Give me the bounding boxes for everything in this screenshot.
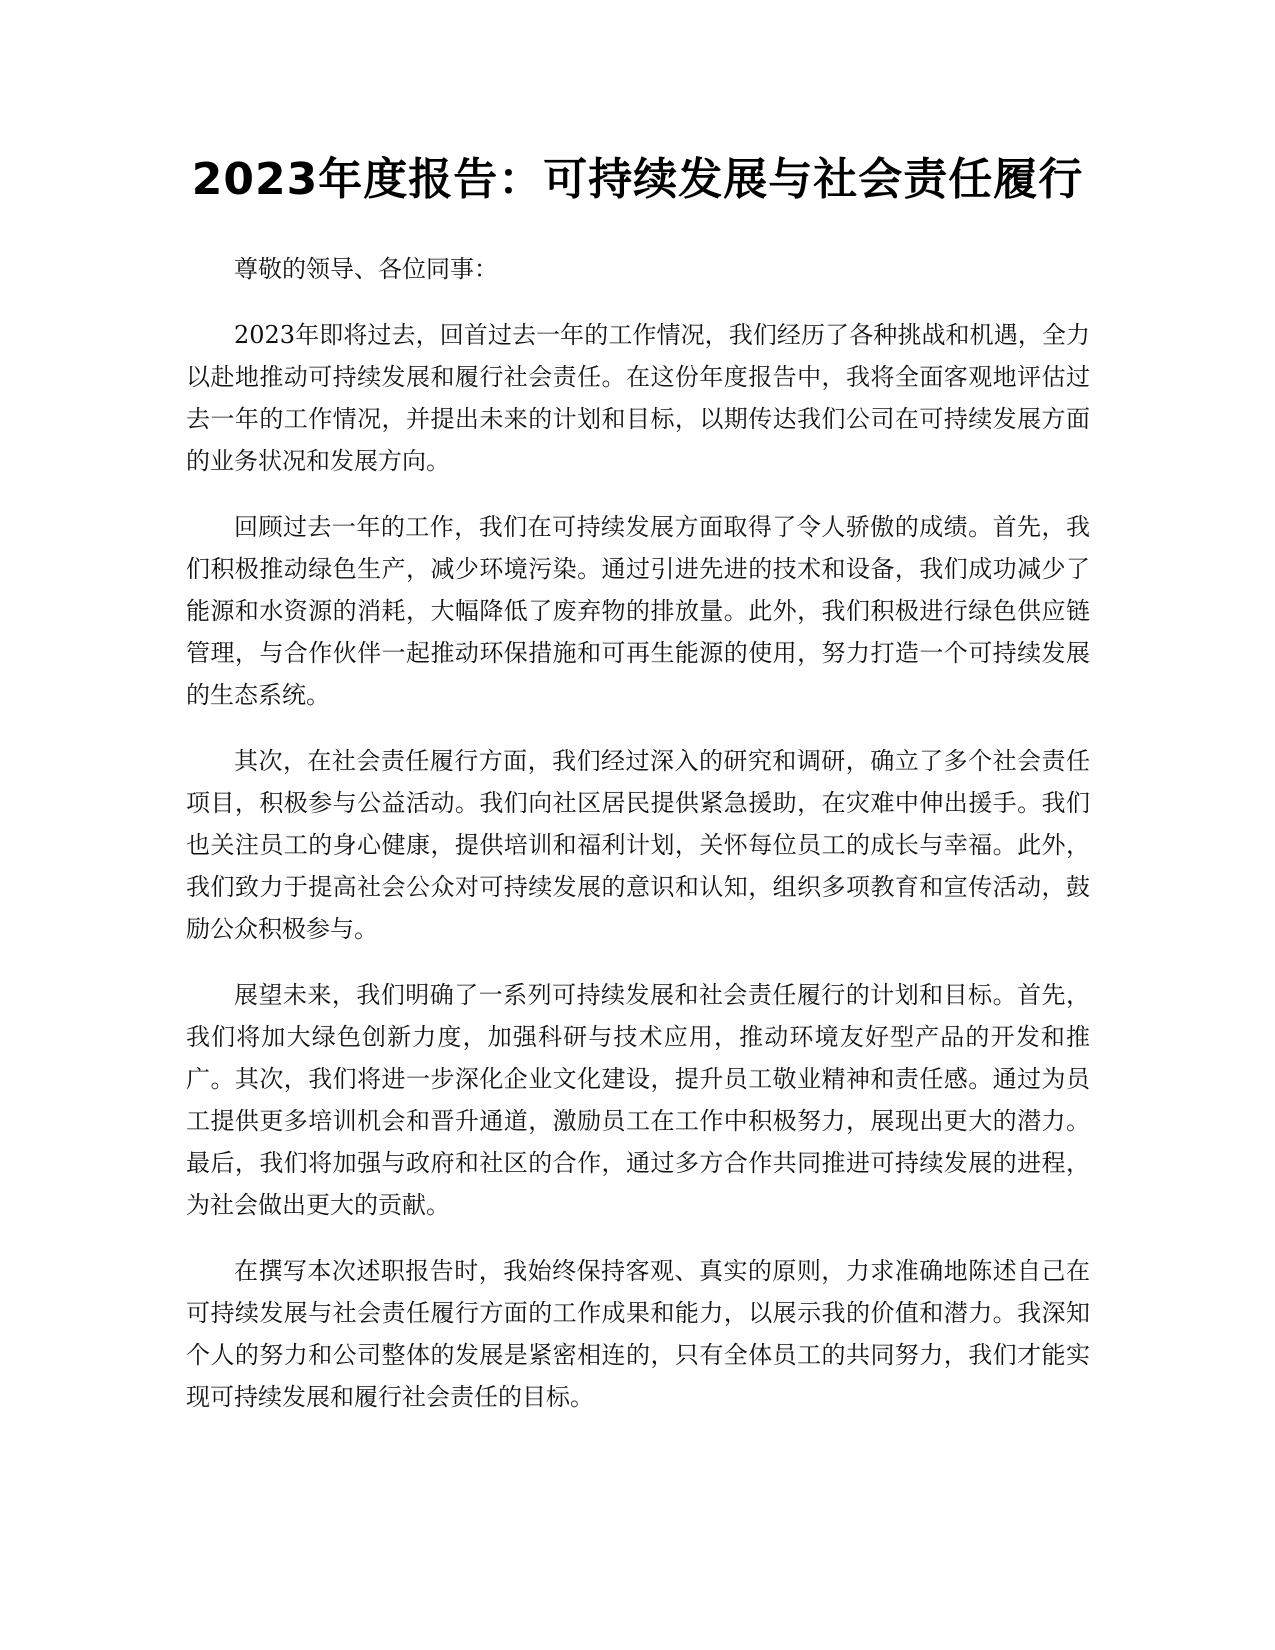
body-paragraph: 回顾过去一年的工作，我们在可持续发展方面取得了令人骄傲的成绩。首先，我们积极推动绿色生产，减少环境污染。通过引进先进的技术和设备，我们成功减少了能源和水资源的消耗，大幅降低了废弃物的排放量。此外，我们积极进行绿色供应链管理，与合作伙伴一起推动环保措施和可再生能源的使用，努力打造一个可持续发展的生态系统。 [186,513,1090,709]
document-body [186,248,1090,1442]
salutation-paragraph: 尊敬的领导、各位同事： [234,255,498,283]
body-paragraph: 在撰写本次述职报告时，我始终保持客观、真实的原则，力求准确地陈述自己在可持续发展与社会责任履行方面的工作成果和能力，以展示我的价值和潜力。我深知个人的努力和公司整体的发展是紧密相连的，只有全体员工的共同努力，我们才能实现可持续发展和履行社会责任的目标。 [186,1257,1090,1411]
body-paragraph: 其次，在社会责任履行方面，我们经过深入的研究和调研，确立了多个社会责任项目，积极参与公益活动。我们向社区居民提供紧急援助，在灾难中伸出援手。我们也关注员工的身心健康，提供培训和福利计划，关怀每位员工的成长与幸福。此外，我们致力于提高社会公众对可持续发展的意识和认知，组织多项教育和宣传活动，鼓励公众积极参与。 [186,747,1090,943]
body-paragraph: 2023年即将过去，回首过去一年的工作情况，我们经历了各种挑战和机遇，全力以赴地推动可持续发展和履行社会责任。在这份年度报告中，我将全面客观地评估过去一年的工作情况，并提出未来的计划和目标，以期传达我们公司在可持续发展方面的业务状况和发展方向。 [186,321,1090,475]
body-paragraph: 展望未来，我们明确了一系列可持续发展和社会责任履行的计划和目标。首先，我们将加大绿色创新力度，加强科研与技术应用，推动环境友好型产品的开发和推广。其次，我们将进一步深化企业文化建设，提升员工敬业精神和责任感。通过为员工提供更多培训机会和晋升通道，激励员工在工作中积极努力，展现出更大的潜力。最后，我们将加强与政府和社区的合作，通过多方合作共同推进可持续发展的进程，为社会做出更大的贡献。 [186,981,1090,1219]
document-title: 2023年度报告：可持续发展与社会责任履行 [191,154,1084,205]
